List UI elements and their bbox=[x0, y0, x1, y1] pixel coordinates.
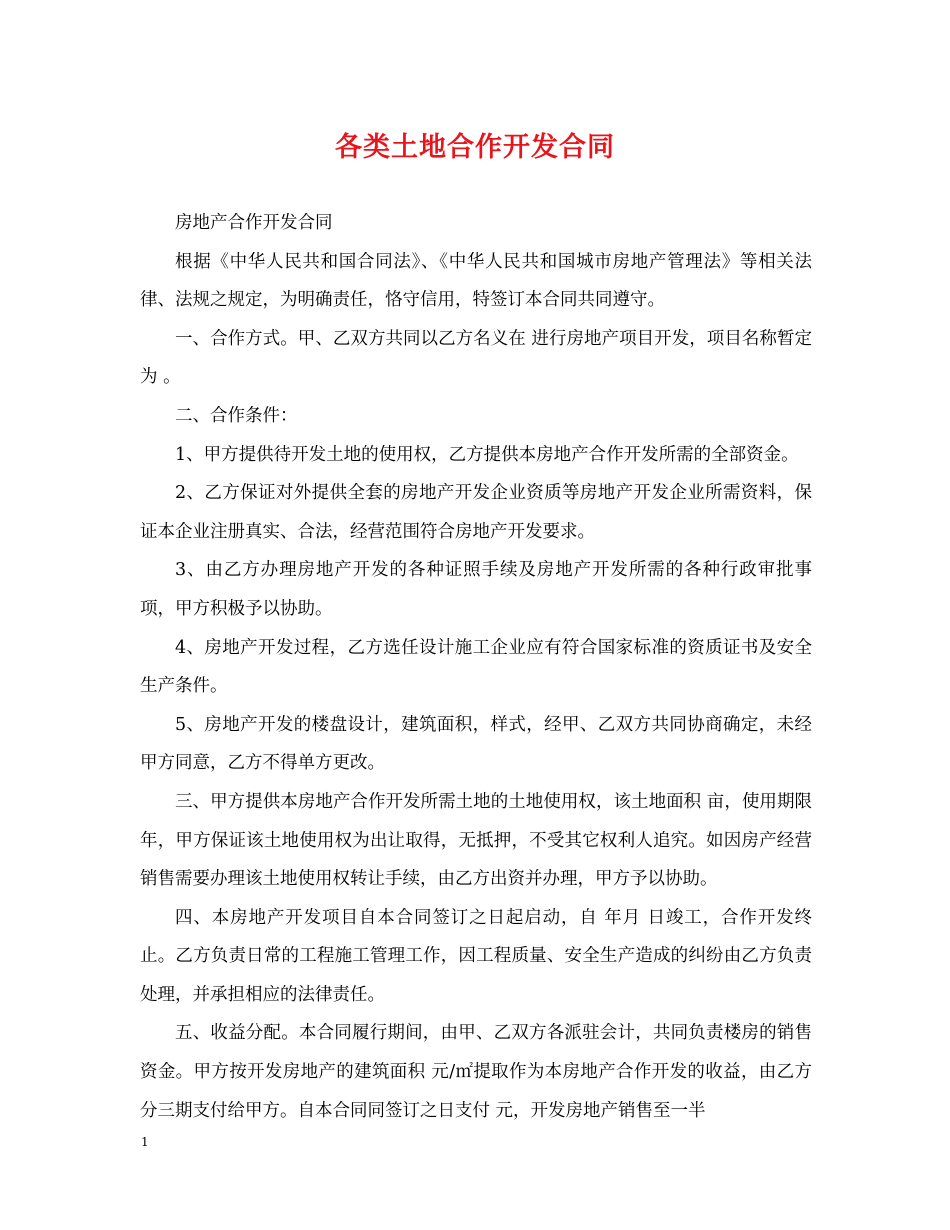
paragraph-section-2-heading: 二、合作条件： bbox=[175, 405, 298, 426]
paragraph-section-1: 一、合作方式。甲、乙双方共同以乙方名义在 进行房地产项目开发，项目名称暂定为 。 bbox=[140, 328, 812, 388]
paragraph-condition-2: 2、乙方保证对外提供全套的房地产开发企业资质等房地产开发企业所需资料，保证本企业注册真实、合法，经营范围符合房地产开发要求。 bbox=[140, 483, 812, 542]
paragraph-preamble: 根据《中华人民共和国合同法》、《中华人民共和国城市房地产管理法》等相关法律、法规之规定，为明确责任，恪守信用，特签订本合同共同遵守。 bbox=[140, 251, 812, 311]
paragraph-subtitle: 房地产合作开发合同 bbox=[175, 213, 333, 233]
document-title: 各类土地合作开发合同 bbox=[335, 132, 615, 163]
paragraph-section-4: 四、本房地产开发项目自本合同签订之日起启动，自 年月 日竣工，合作开发终止。乙方负责日常的工程施工管理工作，因工程质量、安全生产造成的纠纷由乙方负责处理，并承担相应的法律责任。 bbox=[140, 907, 812, 1005]
paragraph-condition-3: 3、由乙方办理房地产开发的各种证照手续及房地产开发所需的各种行政审批事项，甲方积极予以协助。 bbox=[140, 560, 812, 619]
paragraph-section-3: 三、甲方提供本房地产合作开发所需土地的土地使用权，该土地面积 亩，使用期限 年，甲方保证该土地使用权为出让取得，无抵押，不受其它权利人追究。如因房产经营销售需要办理该土地使用权转让手续，由乙方出资并办理，甲方予以协助。 bbox=[140, 791, 812, 890]
paragraph-section-5: 五、收益分配。本合同履行期间，由甲、乙双方各派驻会计，共同负责楼房的销售资金。甲方按开发房地产的建筑面积 元/㎡提取作为本房地产合作开发的收益，由乙方分三期支付给甲方。自本合同同签订之日支付 元，开发房地产销售至一半 bbox=[140, 1023, 812, 1121]
paragraph-condition-1: 1、甲方提供待开发土地的使用权，乙方提供本房地产合作开发所需的全部资金。 bbox=[175, 444, 799, 465]
paragraph-condition-4: 4、房地产开发过程，乙方选任设计施工企业应有符合国家标准的资质证书及安全生产条件。 bbox=[140, 637, 812, 697]
document-body bbox=[140, 204, 812, 1130]
page-number: 1 bbox=[141, 1135, 149, 1149]
paragraph-condition-5: 5、房地产开发的楼盘设计，建筑面积，样式，经甲、乙双方共同协商确定，未经甲方同意，乙方不得单方更改。 bbox=[140, 714, 812, 774]
